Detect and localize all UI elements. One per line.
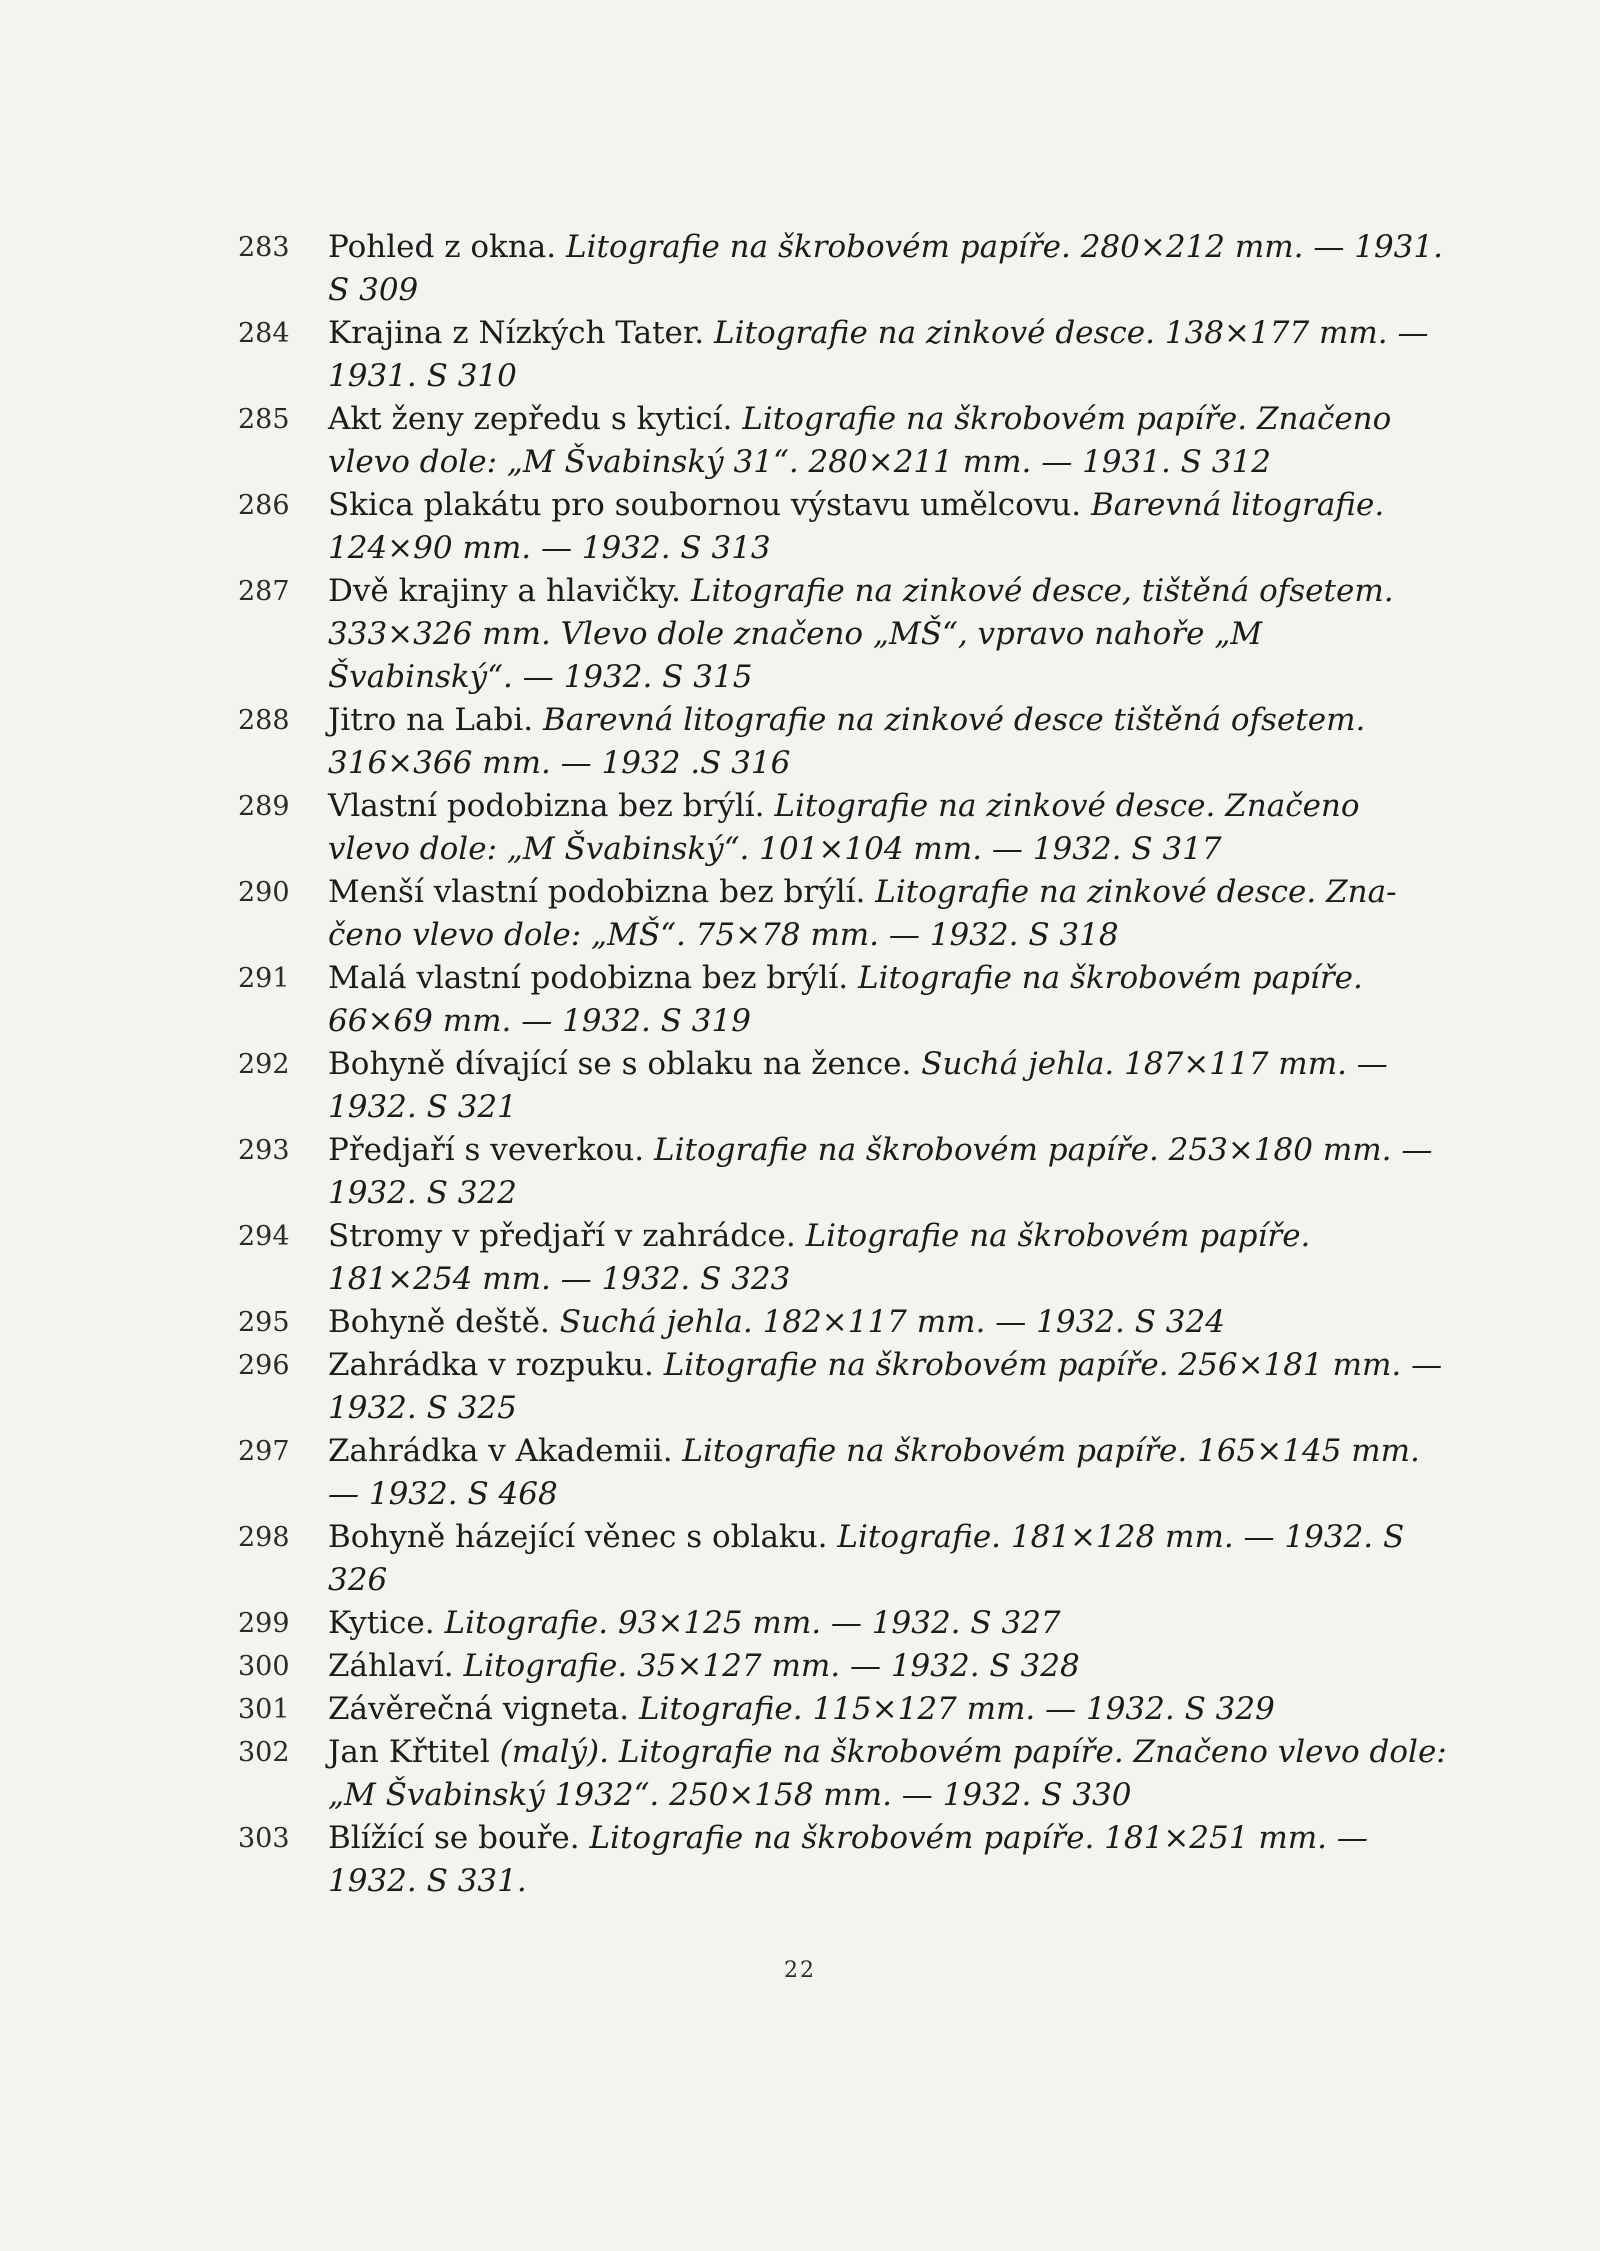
entry-text <box>328 1344 1448 1430</box>
entry-detail: Litografie. 93×125 mm. — 1932. S 327 <box>444 1605 1061 1641</box>
catalogue-entry <box>238 1215 1448 1301</box>
entry-number: 294 <box>238 1221 290 1252</box>
entry-number: 290 <box>238 877 290 908</box>
entry-number: 285 <box>238 404 290 435</box>
entry-title: Jan Křtitel <box>328 1734 490 1770</box>
entry-number: 301 <box>238 1694 290 1725</box>
entry-title: Vlastní podobizna bez brýlí. <box>328 788 765 824</box>
entry-number: 284 <box>238 318 290 349</box>
entry-text <box>328 1731 1448 1817</box>
entry-number: 292 <box>238 1049 290 1080</box>
catalogue-entry <box>238 957 1448 1043</box>
catalogue-entry <box>238 871 1448 957</box>
entry-detail: Litografie na zinkové desce. Zna- čeno vlevo dole: „MŠ“. 75×78 mm. — 1932. S 318 <box>328 874 1397 953</box>
entry-title: Stromy v předjaří v zahrádce. <box>328 1218 796 1254</box>
catalogue-entries <box>238 226 1448 1903</box>
entry-text <box>328 484 1448 570</box>
catalogue-entry <box>238 1602 1448 1645</box>
entry-title: Pohled z okna. <box>328 229 557 265</box>
entry-text <box>328 699 1448 785</box>
entry-number: 300 <box>238 1651 290 1682</box>
entry-detail: Litografie na škrobovém papíře. 181×251 mm. — 1932. S 331. <box>328 1820 1368 1899</box>
entry-number: 287 <box>238 576 290 607</box>
entry-text <box>328 1516 1448 1602</box>
catalogue-entry <box>238 1645 1448 1688</box>
entry-number: 283 <box>238 232 290 263</box>
catalogue-entry <box>238 398 1448 484</box>
entry-title: Dvě krajiny a hlavičky. <box>328 573 682 609</box>
entry-title: Blížící se bouře. <box>328 1820 580 1856</box>
entry-detail: Litografie na škrobovém papíře. 256×181 mm. — 1932. S 325 <box>328 1347 1443 1426</box>
catalogue-entry <box>238 1129 1448 1215</box>
entry-number: 297 <box>238 1436 290 1467</box>
catalogue-entry <box>238 1043 1448 1129</box>
entry-text <box>328 1688 1448 1731</box>
catalogue-entry <box>238 1731 1448 1817</box>
entry-text <box>328 871 1448 957</box>
entry-text <box>328 1215 1448 1301</box>
catalogue-entry <box>238 1688 1448 1731</box>
entry-text <box>328 1043 1448 1129</box>
entry-detail: Barevná litografie na zinkové desce tištěná ofsetem. 316×366 mm. — 1932 .S 316 <box>328 702 1366 781</box>
catalogue-entry <box>238 570 1448 699</box>
entry-number: 303 <box>238 1823 290 1854</box>
entry-detail: Litografie. 181×128 mm. — 1932. S 326 <box>328 1519 1405 1598</box>
entry-text <box>328 1430 1448 1516</box>
entry-number: 302 <box>238 1737 290 1768</box>
catalogue-entry <box>238 312 1448 398</box>
entry-title: Závěrečná vigneta. <box>328 1691 630 1727</box>
entry-detail: Litografie. 35×127 mm. — 1932. S 328 <box>463 1648 1080 1684</box>
entry-title: Menší vlastní podobizna bez brýlí. <box>328 874 866 910</box>
entry-number: 295 <box>238 1307 290 1338</box>
entry-number: 289 <box>238 791 290 822</box>
entry-detail: Suchá jehla. 182×117 mm. — 1932. S 324 <box>559 1304 1225 1340</box>
entry-detail: Barevná litografie. 124×90 mm. — 1932. S 313 <box>328 487 1385 566</box>
page-number: 22 <box>784 1958 816 1983</box>
entry-number: 291 <box>238 963 290 994</box>
catalogue-entry <box>238 1430 1448 1516</box>
entry-detail: Litografie na škrobovém papíře. 165×145 mm. — 1932. S 468 <box>328 1433 1420 1512</box>
entry-text <box>328 1301 1448 1344</box>
entry-text <box>328 957 1448 1043</box>
entry-detail: Litografie. 115×127 mm. — 1932. S 329 <box>638 1691 1275 1727</box>
catalogue-entry <box>238 226 1448 312</box>
entry-detail: Litografie na škrobovém papíře. 253×180 mm. — 1932. S 322 <box>328 1132 1433 1211</box>
entry-title: Krajina z Nízkých Tater. <box>328 315 705 351</box>
entry-title: Zahrádka v Akademii. <box>328 1433 673 1469</box>
entry-text <box>328 226 1448 312</box>
entry-text <box>328 1129 1448 1215</box>
catalogue-entry <box>238 785 1448 871</box>
entry-text <box>328 570 1448 699</box>
entry-number: 299 <box>238 1608 290 1639</box>
entry-title: Jitro na Labi. <box>328 702 534 738</box>
entry-number: 298 <box>238 1522 290 1553</box>
entry-title: Bohyně dívající se s oblaku na žence. <box>328 1046 912 1082</box>
entry-title: Bohyně deště. <box>328 1304 550 1340</box>
entry-number: 293 <box>238 1135 290 1166</box>
entry-detail: Litografie na zinkové desce, tištěná ofsetem. 333×326 mm. Vlevo dole značeno „MŠ“, vpravo nahoře „M Švabinský“. — 1932. S 315 <box>328 573 1394 695</box>
entry-detail: Litografie na škrobovém papíře. Značeno vlevo dole: „M Švabinský 31“. 280×211 mm. — 1931. S 312 <box>328 401 1392 480</box>
entry-detail: Litografie na škrobovém papíře. 181×254 mm. — 1932. S 323 <box>328 1218 1311 1297</box>
entry-text <box>328 1602 1448 1645</box>
entry-title: Předjaří s veverkou. <box>328 1132 645 1168</box>
entry-text <box>328 398 1448 484</box>
entry-title: Malá vlastní podobizna bez brýlí. <box>328 960 849 996</box>
entry-number: 288 <box>238 705 290 736</box>
entry-title: Bohyně házející věnec s oblaku. <box>328 1519 828 1555</box>
entry-detail: Suchá jehla. 187×117 mm. — 1932. S 321 <box>328 1046 1388 1125</box>
entry-title: Záhlaví. <box>328 1648 454 1684</box>
entry-text <box>328 312 1448 398</box>
entry-title: Kytice. <box>328 1605 435 1641</box>
catalogue-entry <box>238 1344 1448 1430</box>
entry-text <box>328 1645 1448 1688</box>
catalogue-entry <box>238 1817 1448 1903</box>
entry-number: 296 <box>238 1350 290 1381</box>
entry-detail: Litografie na škrobovém papíře. 280×212 mm. — 1931. S 309 <box>328 229 1443 308</box>
catalogue-entry <box>238 484 1448 570</box>
catalogue-entry <box>238 1516 1448 1602</box>
entry-detail: (malý). Litografie na škrobovém papíře. Značeno vlevo dole: „M Švabinský 1932“. 250×158 mm. — 1932. S 330 <box>328 1734 1447 1813</box>
entry-detail: Litografie na zinkové desce. Značeno vlevo dole: „M Švabinský“. 101×104 mm. — 1932. S 317 <box>328 788 1360 867</box>
entry-text <box>328 1817 1448 1903</box>
entry-title: Akt ženy zepředu s kyticí. <box>328 401 733 437</box>
entry-detail: Litografie na zinkové desce. 138×177 mm. — 1931. S 310 <box>328 315 1429 394</box>
entry-text <box>328 785 1448 871</box>
entry-title: Zahrádka v rozpuku. <box>328 1347 654 1383</box>
catalogue-entry <box>238 1301 1448 1344</box>
catalogue-entry <box>238 699 1448 785</box>
entry-detail: Litografie na škrobovém papíře. 66×69 mm. — 1932. S 319 <box>328 960 1363 1039</box>
entry-number: 286 <box>238 490 290 521</box>
entry-title: Skica plakátu pro soubornou výstavu umělcovu. <box>328 487 1082 523</box>
